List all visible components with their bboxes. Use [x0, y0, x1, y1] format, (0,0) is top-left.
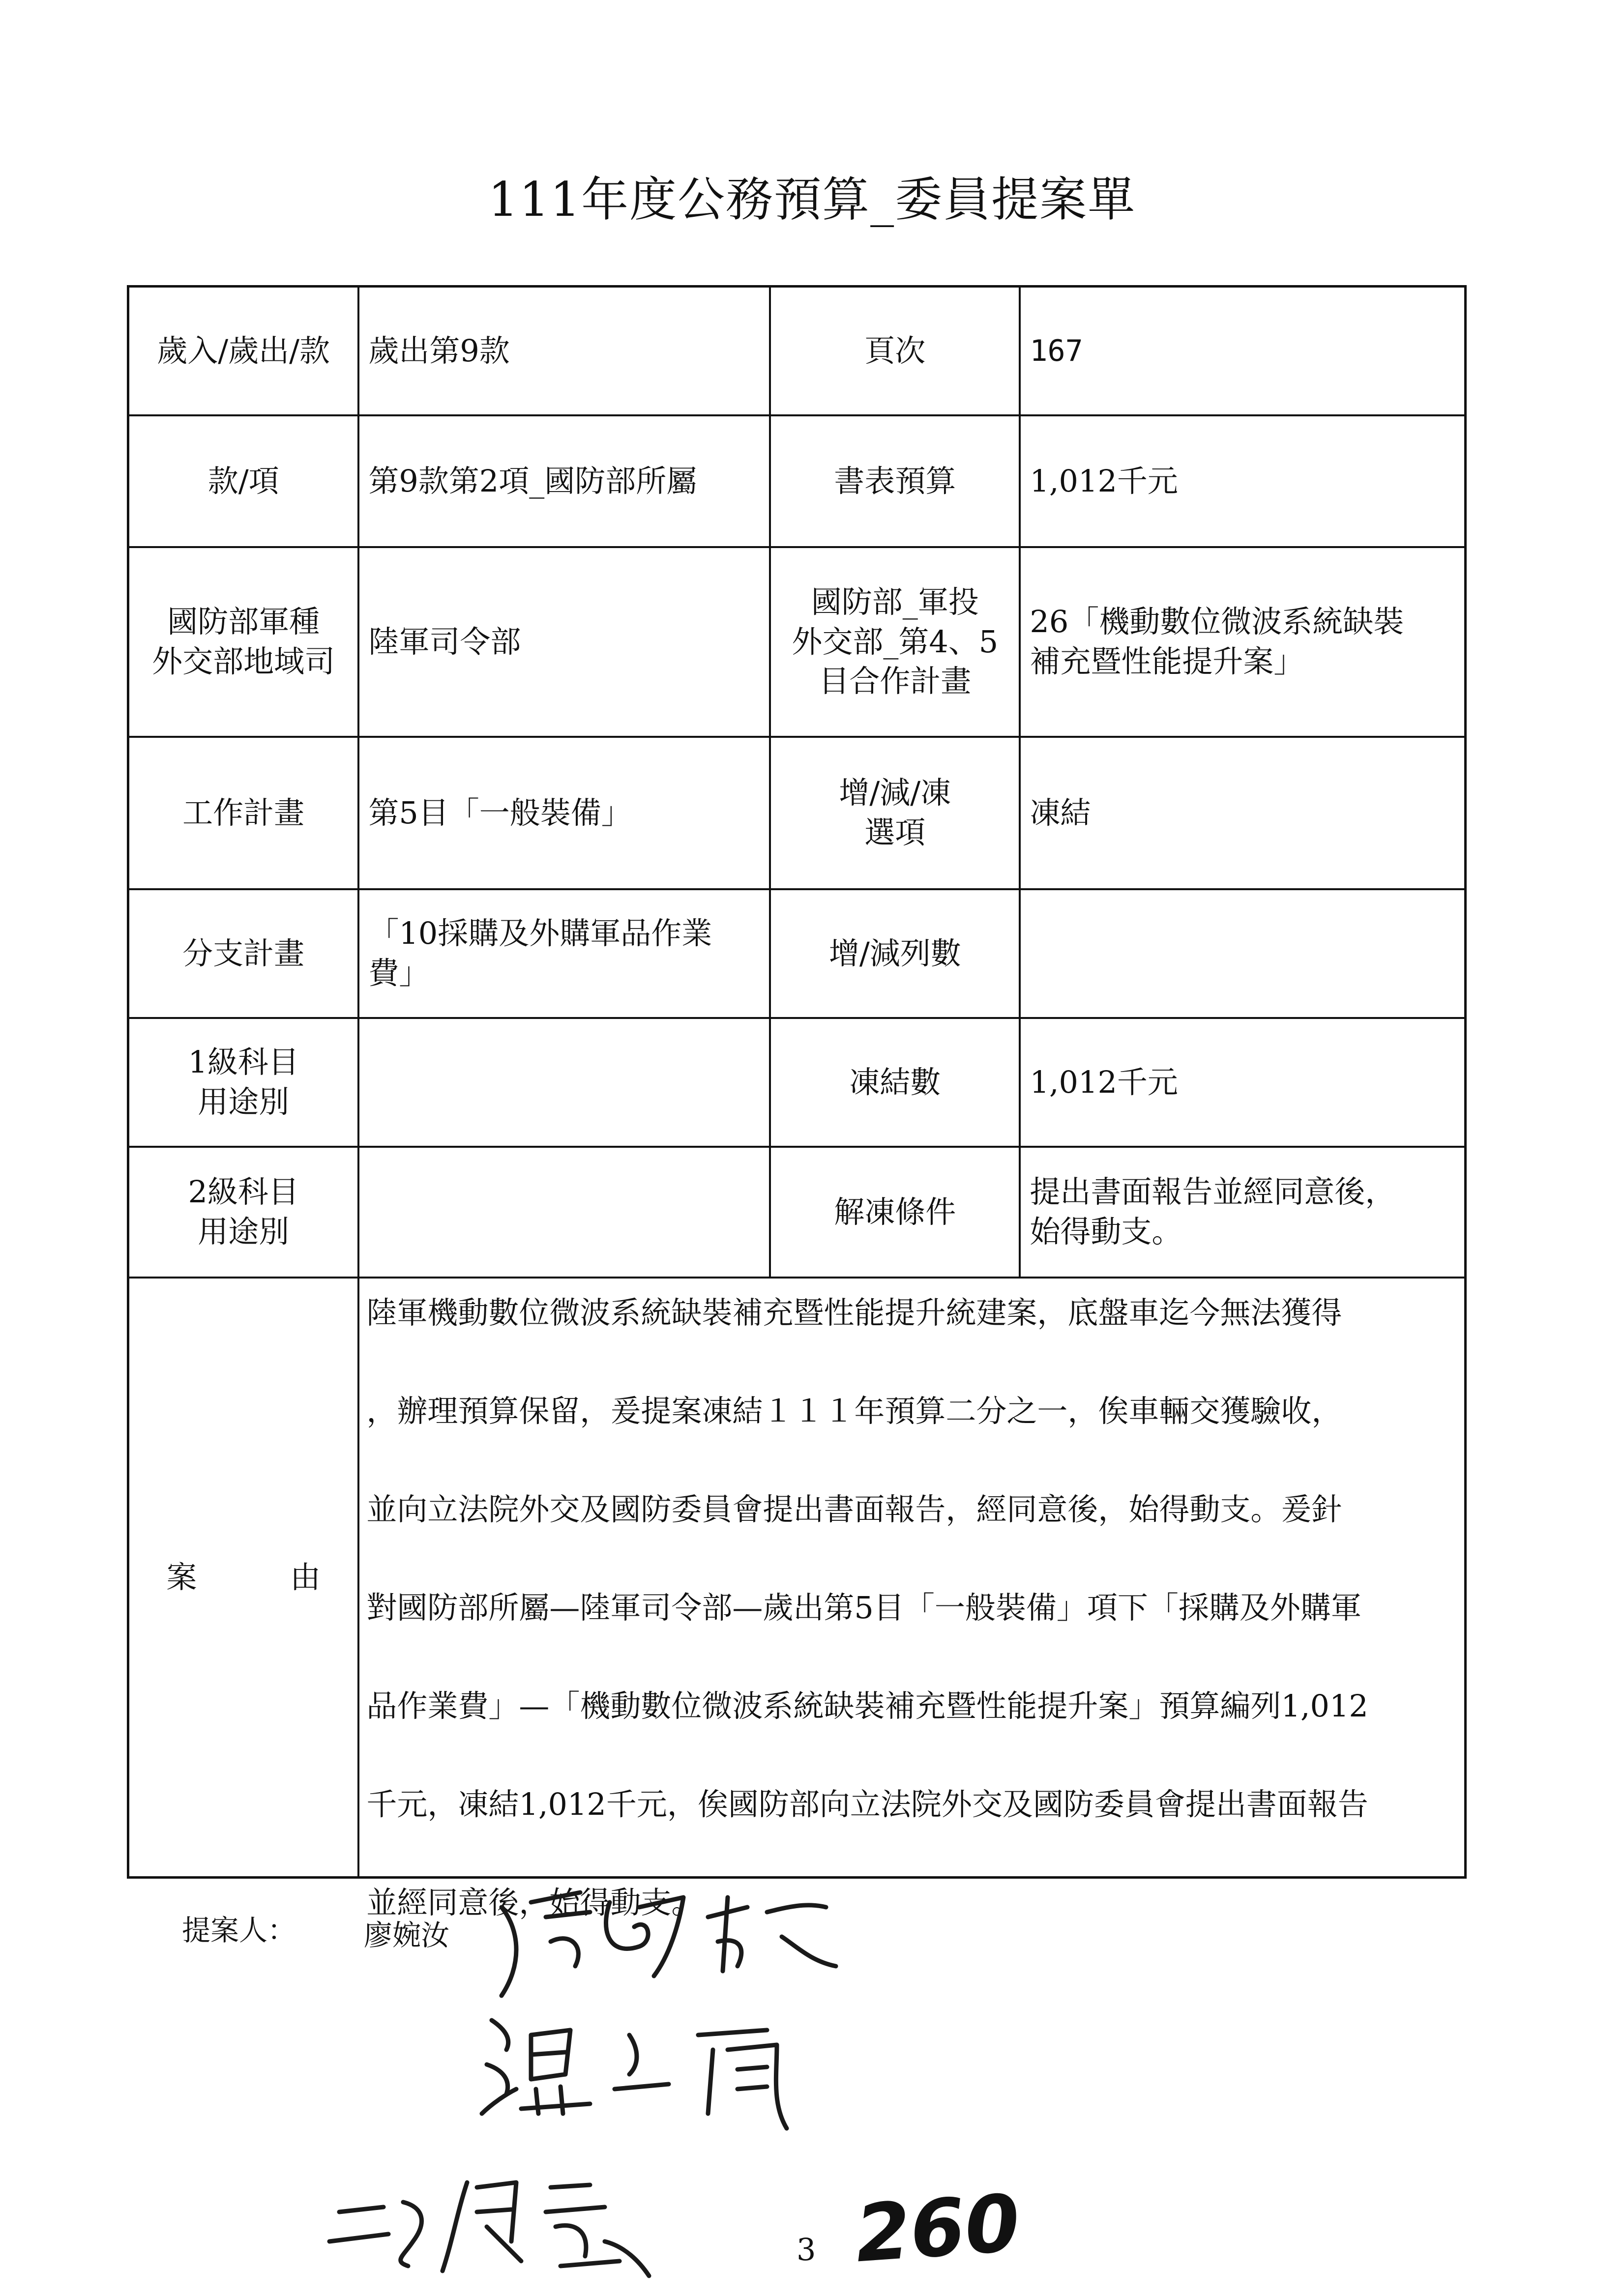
- form-title: 111年度公務預算_委員提案單: [488, 172, 1136, 227]
- reason-line: 並經同意後，始得動支。: [366, 1885, 702, 1920]
- label-line: 選項: [864, 814, 926, 850]
- value-line: 26「機動數位微波系統缺裝: [1030, 604, 1404, 640]
- label-page: 頁次: [771, 288, 1021, 414]
- handwritten-number: 260: [852, 2177, 1023, 2280]
- value-work-plan: 第5目「一般裝備」: [359, 738, 771, 888]
- label-branch-plan: 分支計畫: [129, 890, 359, 1017]
- reason-line: ，辦理預算保留，爰提案凍結１１１年預算二分之一，俟車輛交獲驗收，: [366, 1393, 1342, 1429]
- label-line: 外交部地域司: [152, 643, 335, 679]
- label-reason: 案 由: [129, 1279, 359, 1876]
- reason-line: 千元，凍結1,012千元，俟國防部向立法院外交及國防委員會提出書面報告: [366, 1786, 1368, 1822]
- value-line: 補充暨性能提升案」: [1030, 643, 1304, 679]
- label-frozen-amount: 凍結數: [771, 1019, 1021, 1146]
- value-line: 提出書面報告並經同意後，: [1030, 1174, 1396, 1210]
- reason-line: 陸軍機動數位微波系統缺裝補充暨性能提升統建案，底盤車迄今無法獲得: [366, 1295, 1342, 1331]
- value-frozen-amount: 1,012千元: [1030, 1064, 1178, 1100]
- label-line: 國防部_軍投: [811, 584, 979, 620]
- label-unfreeze-condition: 解凍條件: [771, 1148, 1021, 1277]
- label-item-section: 款/項: [129, 416, 359, 546]
- reason-line: 並向立法院外交及國防委員會提出書面報告，經同意後，始得動支。爰針: [366, 1491, 1342, 1527]
- reason-line: 品作業費」—「機動數位微波系統缺裝補充暨性能提升案」預算編列1,012: [366, 1688, 1368, 1724]
- label-line: 1級科目: [188, 1044, 299, 1080]
- value-line: 始得動支。: [1030, 1214, 1182, 1250]
- value-military-branch: 陸軍司令部: [359, 548, 771, 736]
- value-adjust-option: 凍結: [1030, 794, 1091, 831]
- value-item-section: 第9款第2項_國防部所屬: [359, 416, 771, 546]
- signature-3: [329, 2182, 649, 2276]
- proposer-name: 廖婉汝: [364, 1918, 450, 1952]
- value-line: 費」: [368, 955, 430, 991]
- value-line: 「10採購及外購軍品作業: [368, 915, 712, 952]
- label-revenue-expense-item: 歲入/歲出/款: [129, 288, 359, 414]
- label-adjust-amount: 增/減列數: [771, 890, 1021, 1017]
- page-number: 3: [797, 2232, 816, 2267]
- value-budget-amount: 1,012千元: [1030, 463, 1178, 499]
- value-page: 167: [1030, 334, 1083, 368]
- label-line: 用途別: [198, 1214, 290, 1250]
- label-line: 用途別: [198, 1084, 290, 1120]
- label-line: 2級科目: [188, 1174, 299, 1210]
- value-revenue-expense-item: 歲出第9款: [359, 288, 771, 414]
- signature-2: [482, 2020, 787, 2128]
- label-budget-amount: 書表預算: [771, 416, 1021, 546]
- signature-1: [502, 1892, 836, 1996]
- reason-line: 對國防部所屬—陸軍司令部—歲出第5目「一般裝備」項下「採購及外購軍: [366, 1590, 1361, 1626]
- label-line: 增/減/凍: [839, 775, 951, 811]
- label-line: 國防部軍種: [167, 604, 320, 640]
- label-work-plan: 工作計畫: [129, 738, 359, 888]
- label-line: 外交部_第4、5: [792, 623, 999, 660]
- proposer-label: 提案人：: [182, 1914, 296, 1947]
- label-line: 目合作計畫: [819, 663, 972, 699]
